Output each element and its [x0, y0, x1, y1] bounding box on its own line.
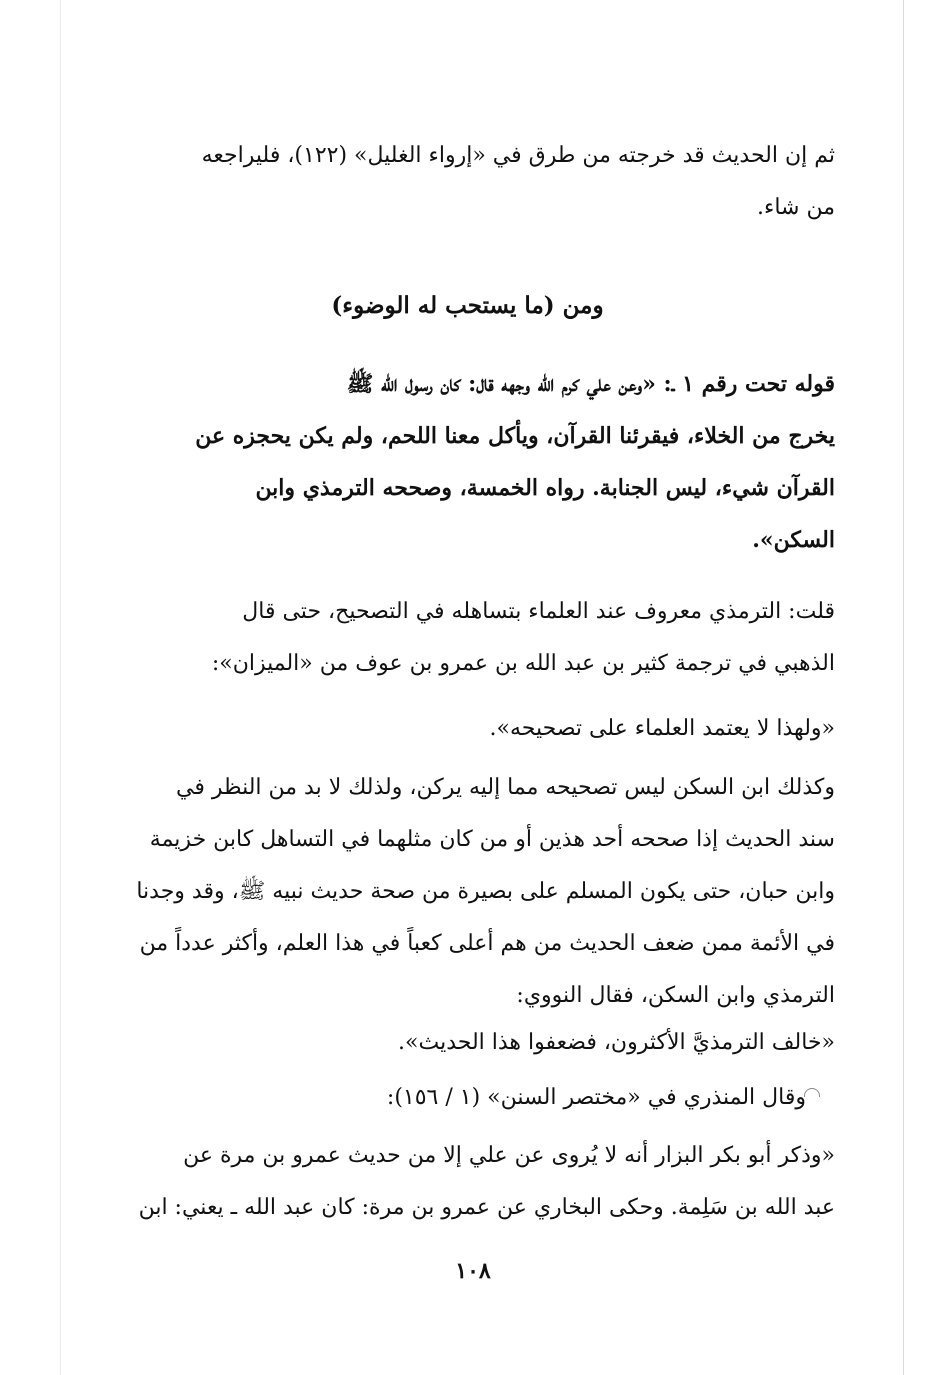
page-edge-line	[903, 0, 904, 1375]
bazzar-paragraph	[100, 1130, 835, 1234]
mundhiri-line: وقال المنذري في «مختصر السنن» (١ / ١٥٦):	[386, 1085, 806, 1110]
text-line: قوله تحت رقم ١ ـ: «وعن علي كرم الله وجهه قال: كان رسول الله ﷺ	[346, 371, 835, 397]
text-line: «وذكر أبو بكر البزار أنه لا يُروى عن علي إلا من حديث عمرو بن مرة عن	[183, 1143, 835, 1168]
page-number: ١٠٨	[455, 1258, 491, 1284]
intro-paragraph	[100, 130, 835, 234]
text-line: قلت: الترمذي معروف عند العلماء بتساهله في التصحيح، حتى قال	[242, 599, 835, 624]
page-edge-line	[60, 0, 61, 1375]
text-line: عبد الله بن سَلِمة. وحكى البخاري عن عمرو بن مرة: كان عبد الله ـ يعني: ابن	[138, 1195, 835, 1220]
text-line: وابن حبان، حتى يكون المسلم على بصيرة من صحة حديث نبيه ﷺ، وقد وجدنا	[136, 879, 835, 904]
text-line: الذهبي في ترجمة كثير بن عبد الله بن عمرو بن عوف من «الميزان»:	[211, 651, 835, 676]
text-line: الترمذي وابن السكن، فقال النووي:	[516, 983, 835, 1008]
nawawi-quote: «خالف الترمذيَّ الأكثرون، فضعفوا هذا الحديث».	[398, 1030, 835, 1055]
text-line: السكن».	[752, 527, 835, 553]
comment-paragraph	[100, 586, 835, 690]
text-line: من شاء.	[757, 195, 835, 220]
text-line: في الأئمة ممن ضعف الحديث من هم أعلى كعباً في هذا العلم، وأكثر عدداً من	[139, 931, 835, 956]
text-line: سند الحديث إذا صححه أحد هذين أو من كان مثلهما في التساهل كابن خزيمة	[149, 827, 835, 852]
margin-mark	[804, 1088, 820, 1097]
hadith-paragraph	[100, 358, 835, 566]
text-line: وكذلك ابن السكن ليس تصحيحه مما إليه يركن، ولذلك لا بد من النظر في	[176, 775, 835, 800]
section-heading: ومن (ما يستحب له الوضوء)	[331, 292, 604, 319]
text-line: القرآن شيء، ليس الجنابة. رواه الخمسة، وصححه الترمذي وابن	[255, 475, 835, 501]
discussion-paragraph	[100, 762, 835, 1022]
text-line: ثم إن الحديث قد خرجته من طرق في «إرواء الغليل» (١٢٢)، فليراجعه	[201, 143, 835, 168]
text-line: يخرج من الخلاء، فيقرئنا القرآن، ويأكل معنا اللحم، ولم يكن يحجزه عن	[195, 423, 835, 449]
dhahabi-quote: «ولهذا لا يعتمد العلماء على تصحيحه».	[489, 716, 835, 741]
